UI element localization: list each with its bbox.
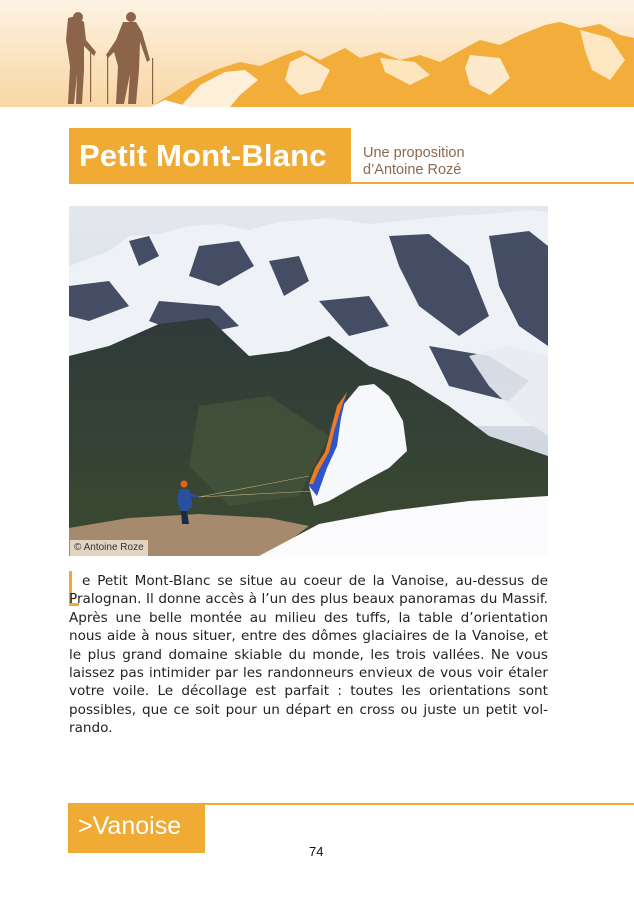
paraglider-photo xyxy=(69,206,548,556)
region-name: Vanoise xyxy=(92,812,182,840)
hikers-silhouette xyxy=(66,12,153,104)
footer-divider xyxy=(205,803,634,805)
article-body xyxy=(69,572,548,738)
subtitle-line-1: Une proposition xyxy=(363,145,465,161)
chevron-right-icon: > xyxy=(78,812,93,840)
photo-illustration xyxy=(69,206,548,556)
mountain-banner-illustration xyxy=(0,0,634,107)
subtitle-line-2: d’Antoine Rozé xyxy=(363,162,462,178)
page-number: 74 xyxy=(309,844,324,859)
region-label xyxy=(78,812,181,841)
author-subtitle xyxy=(363,145,465,179)
page-title: Petit Mont-Blanc xyxy=(79,138,327,173)
header-banner xyxy=(0,0,634,107)
title-divider xyxy=(69,182,634,184)
article-paragraph: e Petit Mont-Blanc se situe au coeur de la Vanoise, au-dessus de Pralognan. Il donne accès à l’un des plus beaux panoramas du Massif. Après une belle montée au milieu des tuffs, la table d’orientation nous aide à nous situer, entre des dômes glaciaires de la Vanoise, et le plus grand domaine skiable du monde, les trois vallées. Ne vous laissez pas intimider par les randonneurs envieux de vous voir étaler votre voile. Le décollage est parfait : toutes les orientations sont possibles, que ce soit pour un départ en cross ou juste un petit vol-rando. xyxy=(69,573,548,737)
photo-credit: © Antoine Roze xyxy=(70,540,148,556)
